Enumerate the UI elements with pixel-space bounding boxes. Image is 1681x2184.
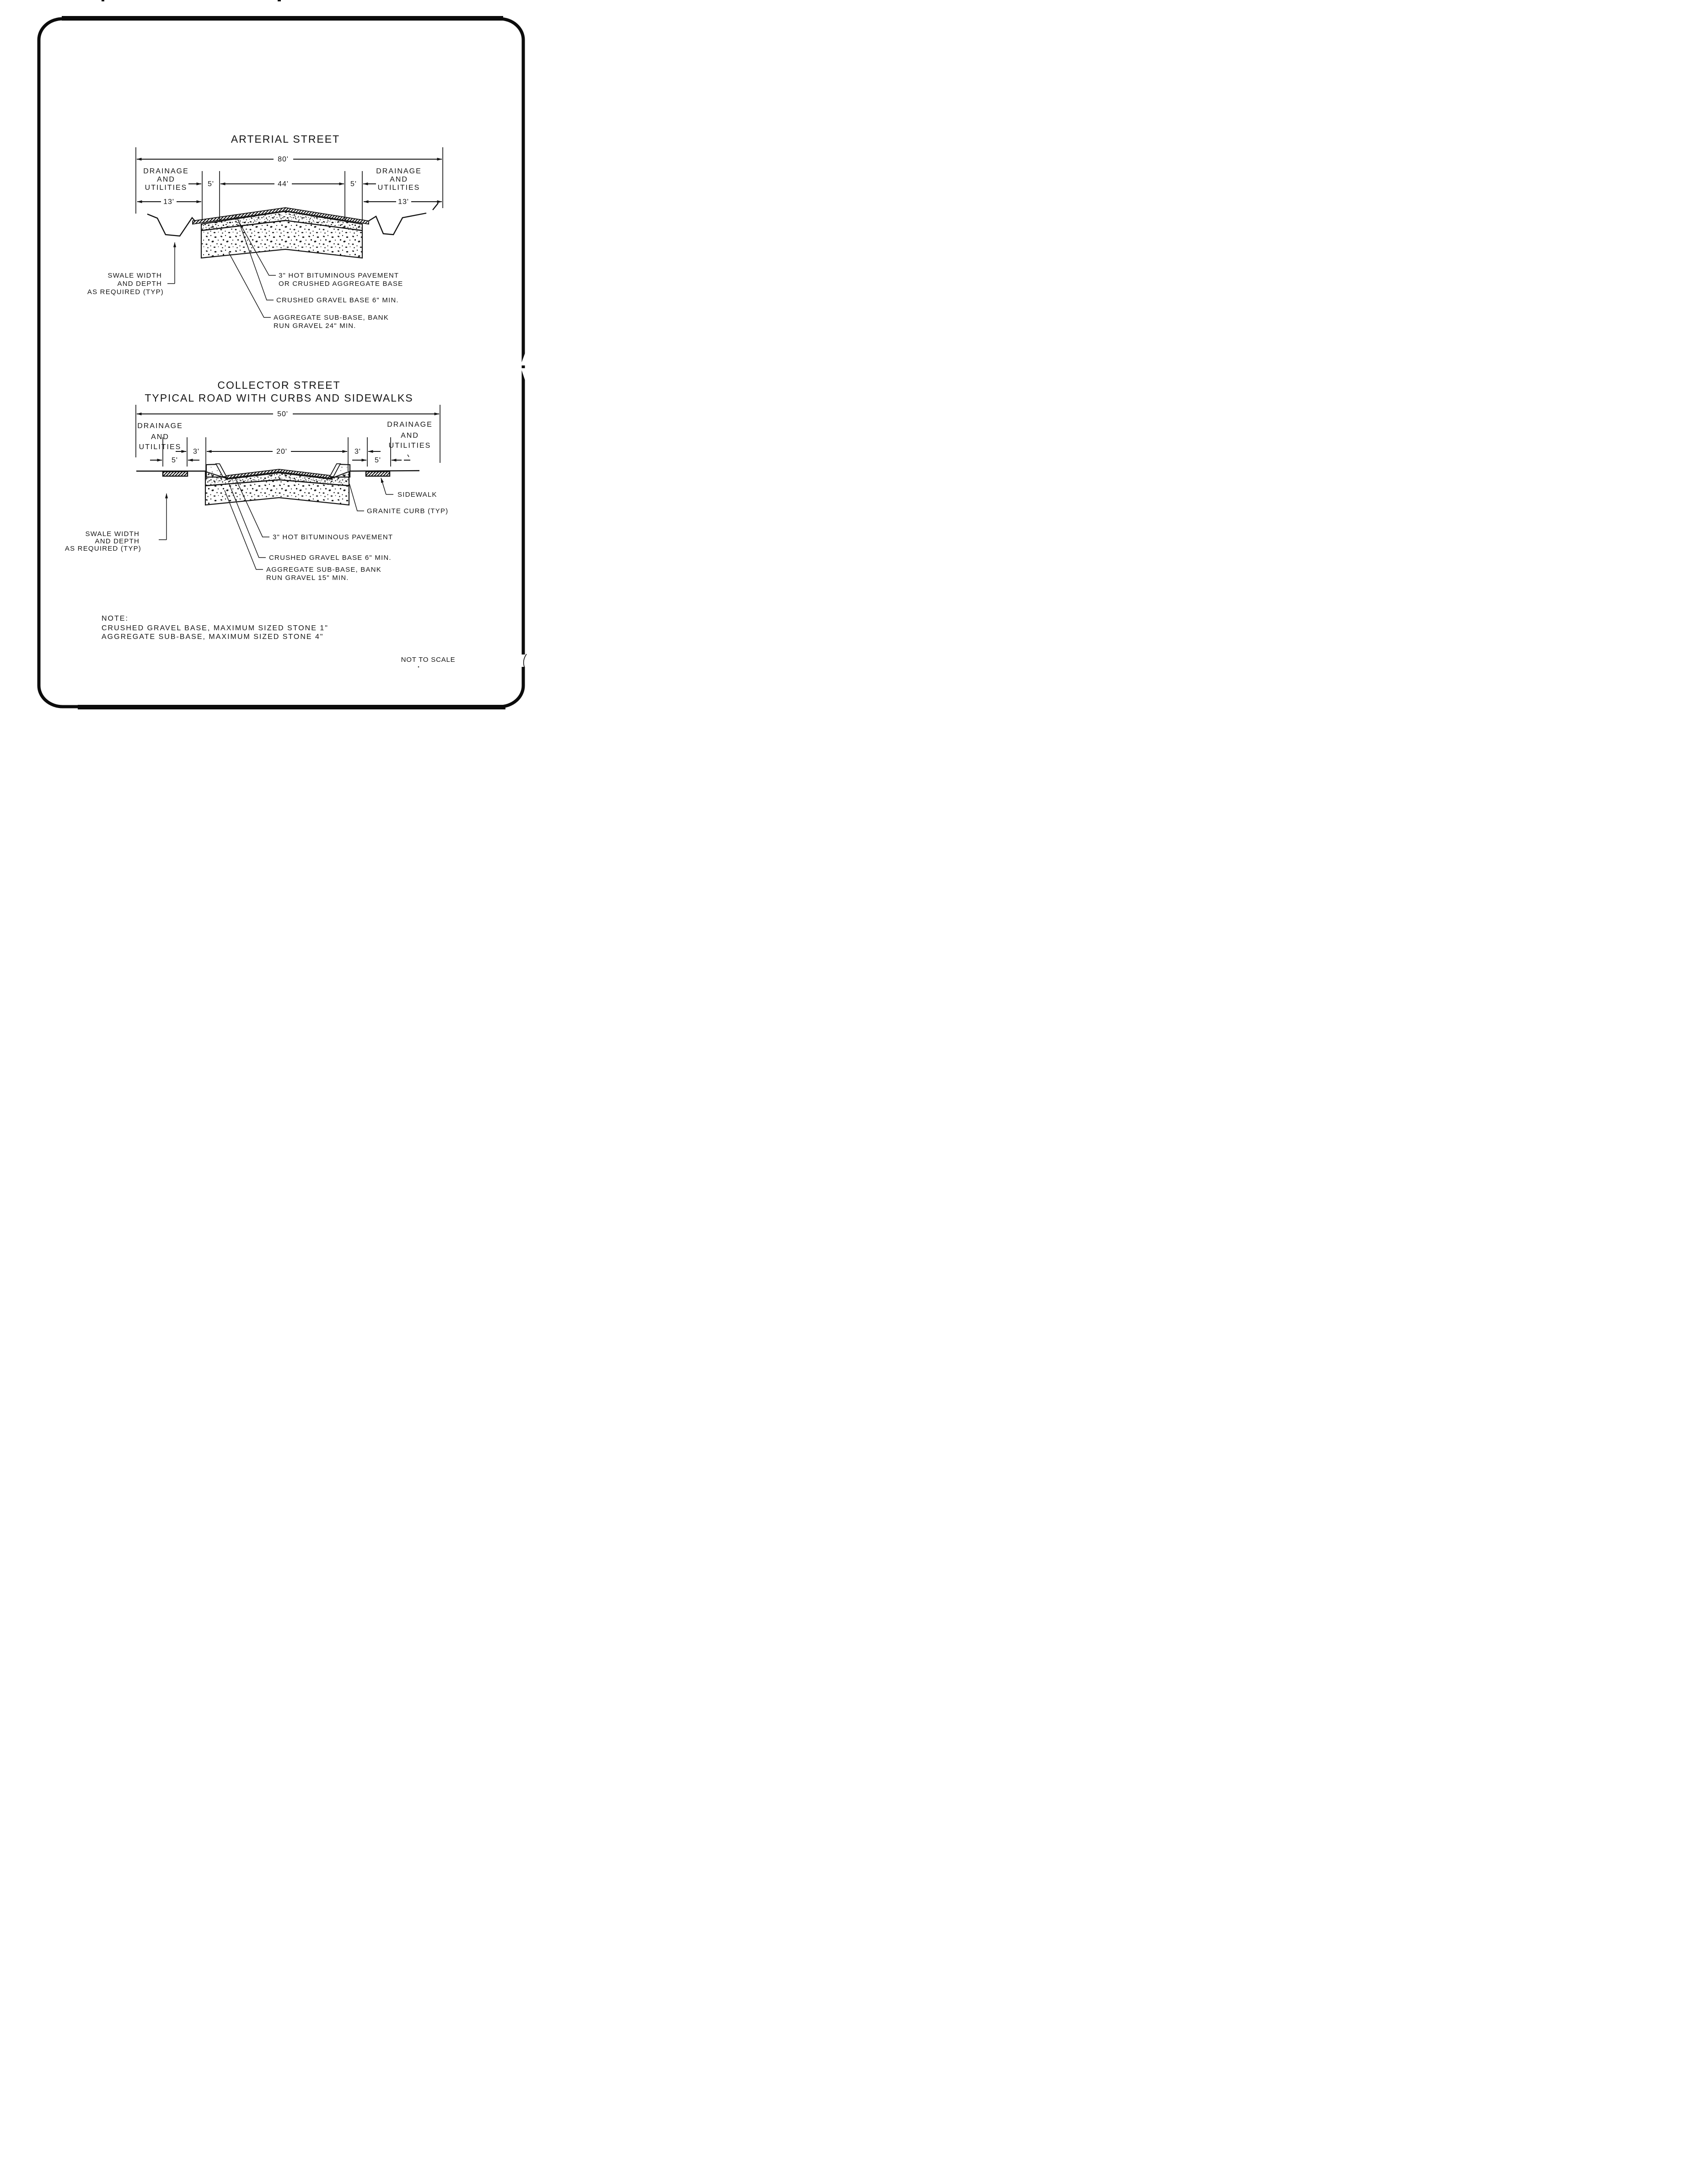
drainage-label: DRAINAGE — [143, 167, 189, 175]
dim-label-5ft-left: 5' — [208, 180, 214, 188]
swale-label: AS REQUIRED (TYP) — [64, 545, 141, 553]
arterial-drainage-left — [143, 167, 189, 192]
scan-speck-top-2 — [278, 0, 281, 1]
sidewalk-label: SIDEWALK — [397, 491, 437, 499]
subbase-label: AGGREGATE SUB-BASE, BANK — [266, 566, 381, 574]
ground-line-left-swale — [147, 214, 195, 236]
granite-curb-callout — [349, 484, 448, 515]
drainage-label: DRAINAGE — [376, 167, 422, 175]
collector-dim-middle — [176, 448, 381, 456]
gravel-label: CRUSHED GRAVEL BASE 6" MIN. — [269, 554, 392, 562]
swale-label: AND DEPTH — [95, 537, 140, 545]
granite-curb-left — [206, 464, 226, 477]
arterial-dim-middle — [188, 180, 376, 188]
drainage-label: AND — [390, 176, 408, 183]
stray-tick — [408, 455, 409, 457]
curb-label: GRANITE CURB (TYP) — [367, 507, 449, 515]
collector-street-figure — [65, 379, 448, 582]
not-to-scale-label: NOT TO SCALE — [401, 656, 456, 664]
pavement-label: OR CRUSHED AGGREGATE BASE — [279, 280, 403, 288]
pavement-label: 3" HOT BITUMINOUS PAVEMENT — [279, 272, 399, 279]
leader-curb — [349, 484, 364, 511]
collector-swale-callout — [65, 494, 166, 553]
collector-cross-section — [136, 464, 419, 505]
arterial-dim-overall — [137, 156, 442, 163]
drainage-label: UTILITIES — [139, 443, 182, 451]
swale-label: AS REQUIRED (TYP) — [87, 288, 164, 296]
drainage-label: UTILITIES — [145, 184, 188, 192]
page-border — [39, 0, 527, 707]
note-line: AGGREGATE SUB-BASE, MAXIMUM SIZED STONE 4" — [102, 633, 324, 641]
drainage-label: UTILITIES — [388, 442, 431, 450]
subbase-label: RUN GRAVEL 24" MIN. — [274, 322, 356, 330]
collector-dim-sidewalks — [150, 455, 410, 464]
collector-dim-overall — [137, 410, 439, 418]
granite-curb-right — [330, 464, 350, 477]
collector-drainage-left — [137, 422, 183, 451]
subbase-label: RUN GRAVEL 15" MIN. — [266, 574, 349, 582]
collector-title: COLLECTOR STREET — [217, 379, 341, 391]
note-heading: NOTE: — [102, 615, 129, 622]
arterial-cross-section — [147, 203, 438, 258]
arterial-street-figure — [87, 133, 443, 330]
arterial-title: ARTERIAL STREET — [231, 133, 340, 145]
dim-label-5ft-right: 5' — [375, 456, 381, 464]
scan-speck-top-1 — [102, 0, 104, 1]
drainage-label: DRAINAGE — [387, 421, 433, 429]
dim-label-44ft: 44' — [278, 180, 289, 188]
dim-label-3ft-right: 3' — [354, 448, 361, 456]
gravel-label: CRUSHED GRAVEL BASE 6" MIN. — [276, 296, 399, 304]
dim-label-50ft: 50' — [277, 410, 288, 418]
sidewalk-callout — [381, 478, 437, 499]
arterial-dim-easement-left — [137, 198, 201, 206]
sidewalk-left — [163, 472, 188, 476]
drainage-label: AND — [157, 176, 175, 183]
leader-subbase — [229, 252, 271, 317]
pavement-label: 3" HOT BITUMINOUS PAVEMENT — [273, 533, 393, 541]
dim-label-3ft-left: 3' — [193, 448, 199, 456]
dim-label-5ft-left: 5' — [172, 456, 178, 464]
subbase-label: AGGREGATE SUB-BASE, BANK — [274, 314, 389, 322]
scan-speck — [418, 666, 419, 668]
dim-label-13ft: 13' — [163, 198, 174, 206]
drainage-label: AND — [401, 432, 419, 440]
sidewalk-right — [366, 472, 390, 476]
dim-label-5ft-right: 5' — [350, 180, 357, 188]
note-line: CRUSHED GRAVEL BASE, MAXIMUM SIZED STONE 1" — [102, 624, 328, 632]
ground-line-right-swale — [369, 213, 426, 235]
border-rect — [39, 19, 523, 707]
drainage-label: AND — [151, 433, 169, 441]
swale-label: SWALE WIDTH — [107, 272, 162, 279]
drainage-label: UTILITIES — [377, 184, 420, 192]
swale-label: SWALE WIDTH — [85, 530, 140, 538]
leader-sidewalk — [381, 478, 386, 494]
dim-label-13ft: 13' — [398, 198, 409, 206]
swale-label: AND DEPTH — [117, 280, 162, 288]
collector-subtitle: TYPICAL ROAD WITH CURBS AND SIDEWALKS — [145, 392, 414, 404]
arterial-dim-easement-right — [364, 198, 442, 206]
footer — [401, 656, 456, 667]
dim-label-20ft: 20' — [276, 448, 287, 456]
ground-tick-right — [433, 203, 438, 210]
collector-drainage-right — [387, 421, 433, 450]
arterial-drainage-right — [376, 167, 422, 192]
scanned-road-standards-sheet — [0, 0, 560, 728]
drainage-label: DRAINAGE — [137, 422, 183, 430]
dim-label-80ft: 80' — [278, 156, 289, 163]
arterial-swale-callout — [87, 242, 175, 296]
note-block — [102, 615, 328, 641]
